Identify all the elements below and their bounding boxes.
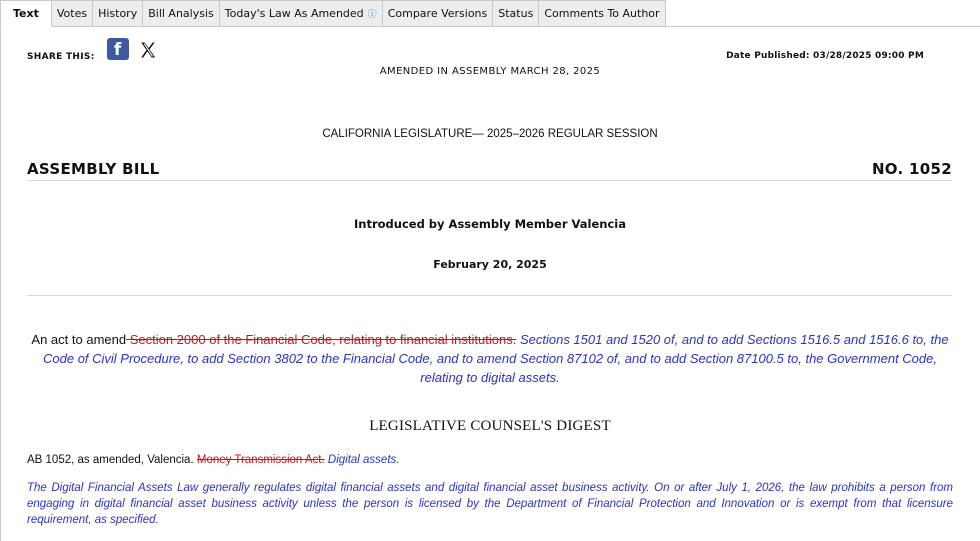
share-label: SHARE THIS: [27, 52, 95, 62]
act-prefix: An act to amend [31, 332, 127, 347]
tab-status[interactable]: Status [493, 0, 539, 27]
tab-compare-versions[interactable]: Compare Versions [383, 0, 494, 27]
tab-comments-to-author[interactable]: Comments To Author [539, 0, 665, 27]
struck-text: Section 2000 of the Financial Code, relating to financial institutions. [126, 332, 517, 347]
tab-bar [0, 0, 666, 27]
content-frame-border [0, 26, 1, 541]
amended-line: AMENDED IN ASSEMBLY MARCH 28, 2025 [379, 66, 601, 77]
act-title [27, 330, 953, 387]
divider [27, 295, 952, 296]
digest-title: LEGISLATIVE COUNSEL'S DIGEST [369, 418, 611, 434]
introduced-date: February 20, 2025 [433, 258, 547, 271]
bill-number: NO. 1052 [871, 160, 952, 178]
divider [27, 180, 952, 181]
introduced-by: Introduced by Assembly Member Valencia [354, 217, 626, 231]
facebook-icon[interactable]: f [107, 38, 129, 60]
x-twitter-icon[interactable] [139, 41, 157, 59]
bill-type: ASSEMBLY BILL [27, 160, 160, 178]
struck-text: Money Transmission Act. [196, 454, 325, 466]
inserted-text: Digital assets. [324, 454, 400, 466]
tab-votes[interactable]: Votes [52, 0, 93, 27]
legislature-session: CALIFORNIA LEGISLATURE— 2025–2026 REGULAR SESSION [322, 128, 658, 140]
share-bar [27, 40, 157, 62]
info-icon: ⓘ [367, 10, 377, 20]
tab-todays-law-as-amended[interactable] [220, 0, 383, 27]
date-published: Date Published: 03/28/2025 09:00 PM [726, 51, 924, 61]
tab-bill-analysis[interactable]: Bill Analysis [143, 0, 220, 27]
inserted-text: Sections 1501 and 1520 of, and to add Sections 1516.5 and 1516.6 to, the Code of Civil Procedure, to add Section 3802 to the Financial Code, and to amend Section 87102 of, and to add Section 87100.5 to, the Government Code, relating to digital assets. [43, 332, 949, 385]
digest-bill-line [27, 454, 399, 466]
tab-text[interactable]: Text [0, 0, 52, 27]
tab-todays-law-label: Today's Law As Amended [224, 7, 364, 20]
tab-history[interactable]: History [93, 0, 143, 27]
digest-paragraph: The Digital Financial Assets Law generally regulates digital financial assets and digital financial asset business activity. On or after July 1, 2026, the law prohibits a person from engaging in digital financial asset business activity unless the person is licensed by the Department of Financial Protection and Innovation or is exempt from that licensure requirement, as specified. [27, 482, 953, 526]
digest-bill-prefix: AB 1052, as amended, Valencia. [27, 454, 197, 466]
